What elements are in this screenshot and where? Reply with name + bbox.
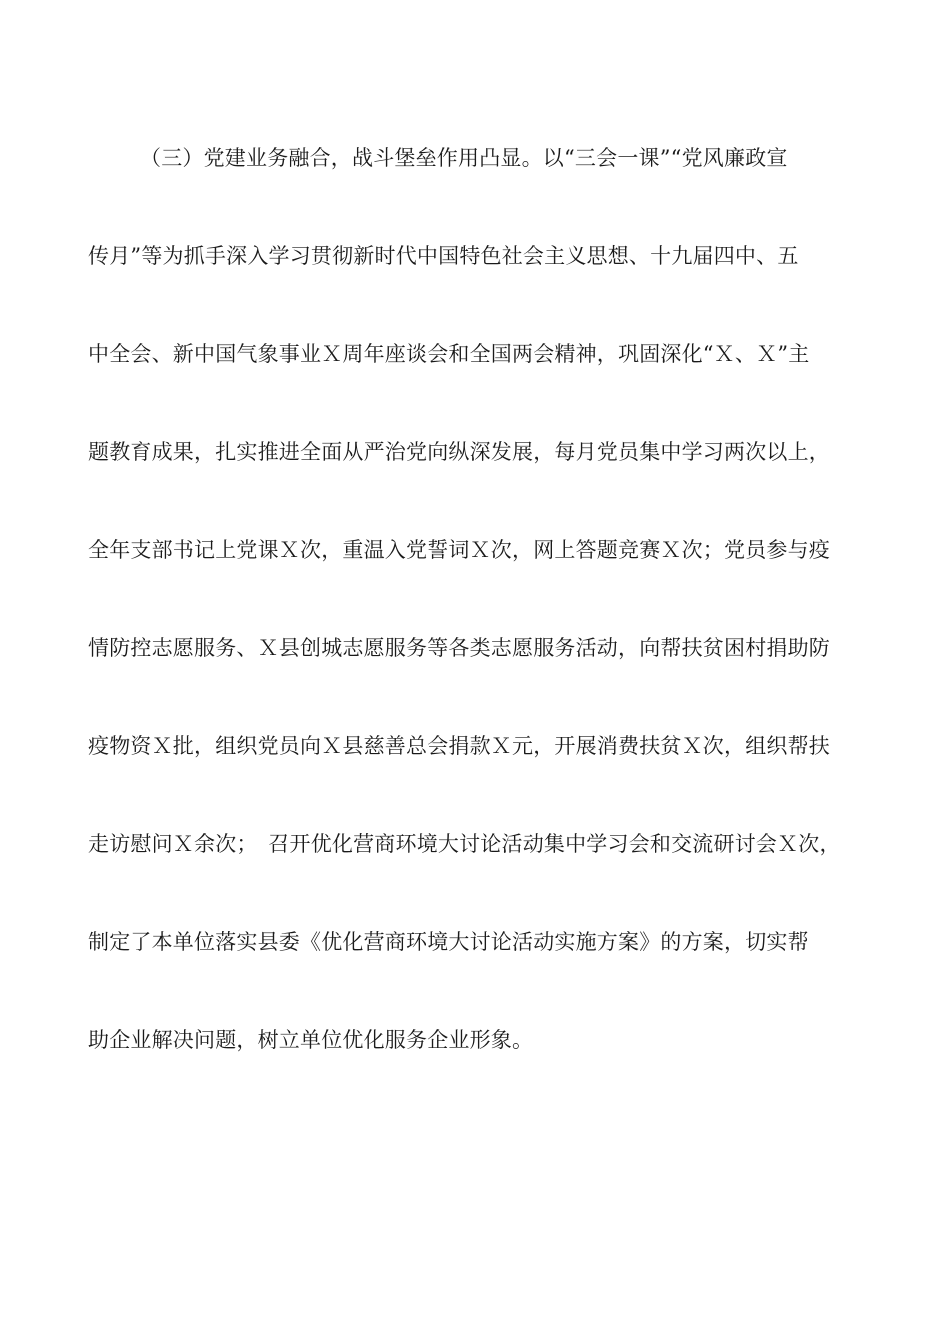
- paragraph-line: 题教育成果，扎实推进全面从严治党向纵深发展，每月党员集中学习两次以上，: [88, 440, 830, 464]
- paragraph-line: 全年支部书记上党课Ｘ次，重温入党誓词Ｘ次，网上答题竞赛Ｘ次；党员参与疫: [88, 538, 830, 562]
- paragraph-party-building: [88, 133, 868, 1113]
- paragraph-line: 制定了本单位落实县委《优化营商环境大讨论活动实施方案》的方案，切实帮: [88, 930, 809, 954]
- paragraph-line: 助企业解决问题，树立单位优化服务企业形象。: [88, 1028, 534, 1052]
- paragraph-line: 疫物资Ｘ批，组织党员向Ｘ县慈善总会捐款Ｘ元，开展消费扶贫Ｘ次，组织帮扶: [88, 734, 830, 758]
- paragraph-line: 中全会、新中国气象事业Ｘ周年座谈会和全国两会精神，巩固深化“Ｘ、Ｘ”主: [88, 342, 810, 366]
- paragraph-line: 传月”等为抓手深入学习贯彻新时代中国特色社会主义思想、十九届四中、五: [88, 244, 799, 268]
- paragraph-line: 情防控志愿服务、Ｘ县创城志愿服务等各类志愿服务活动，向帮扶贫困村捐助防: [88, 636, 830, 660]
- paragraph-line: （三）党建业务融合，战斗堡垒作用凸显。以“三会一课”“党风廉政宣: [140, 146, 788, 170]
- paragraph-line: 走访慰问Ｘ余次； 召开优化营商环境大讨论活动集中学习会和交流研讨会Ｘ次，: [88, 832, 841, 856]
